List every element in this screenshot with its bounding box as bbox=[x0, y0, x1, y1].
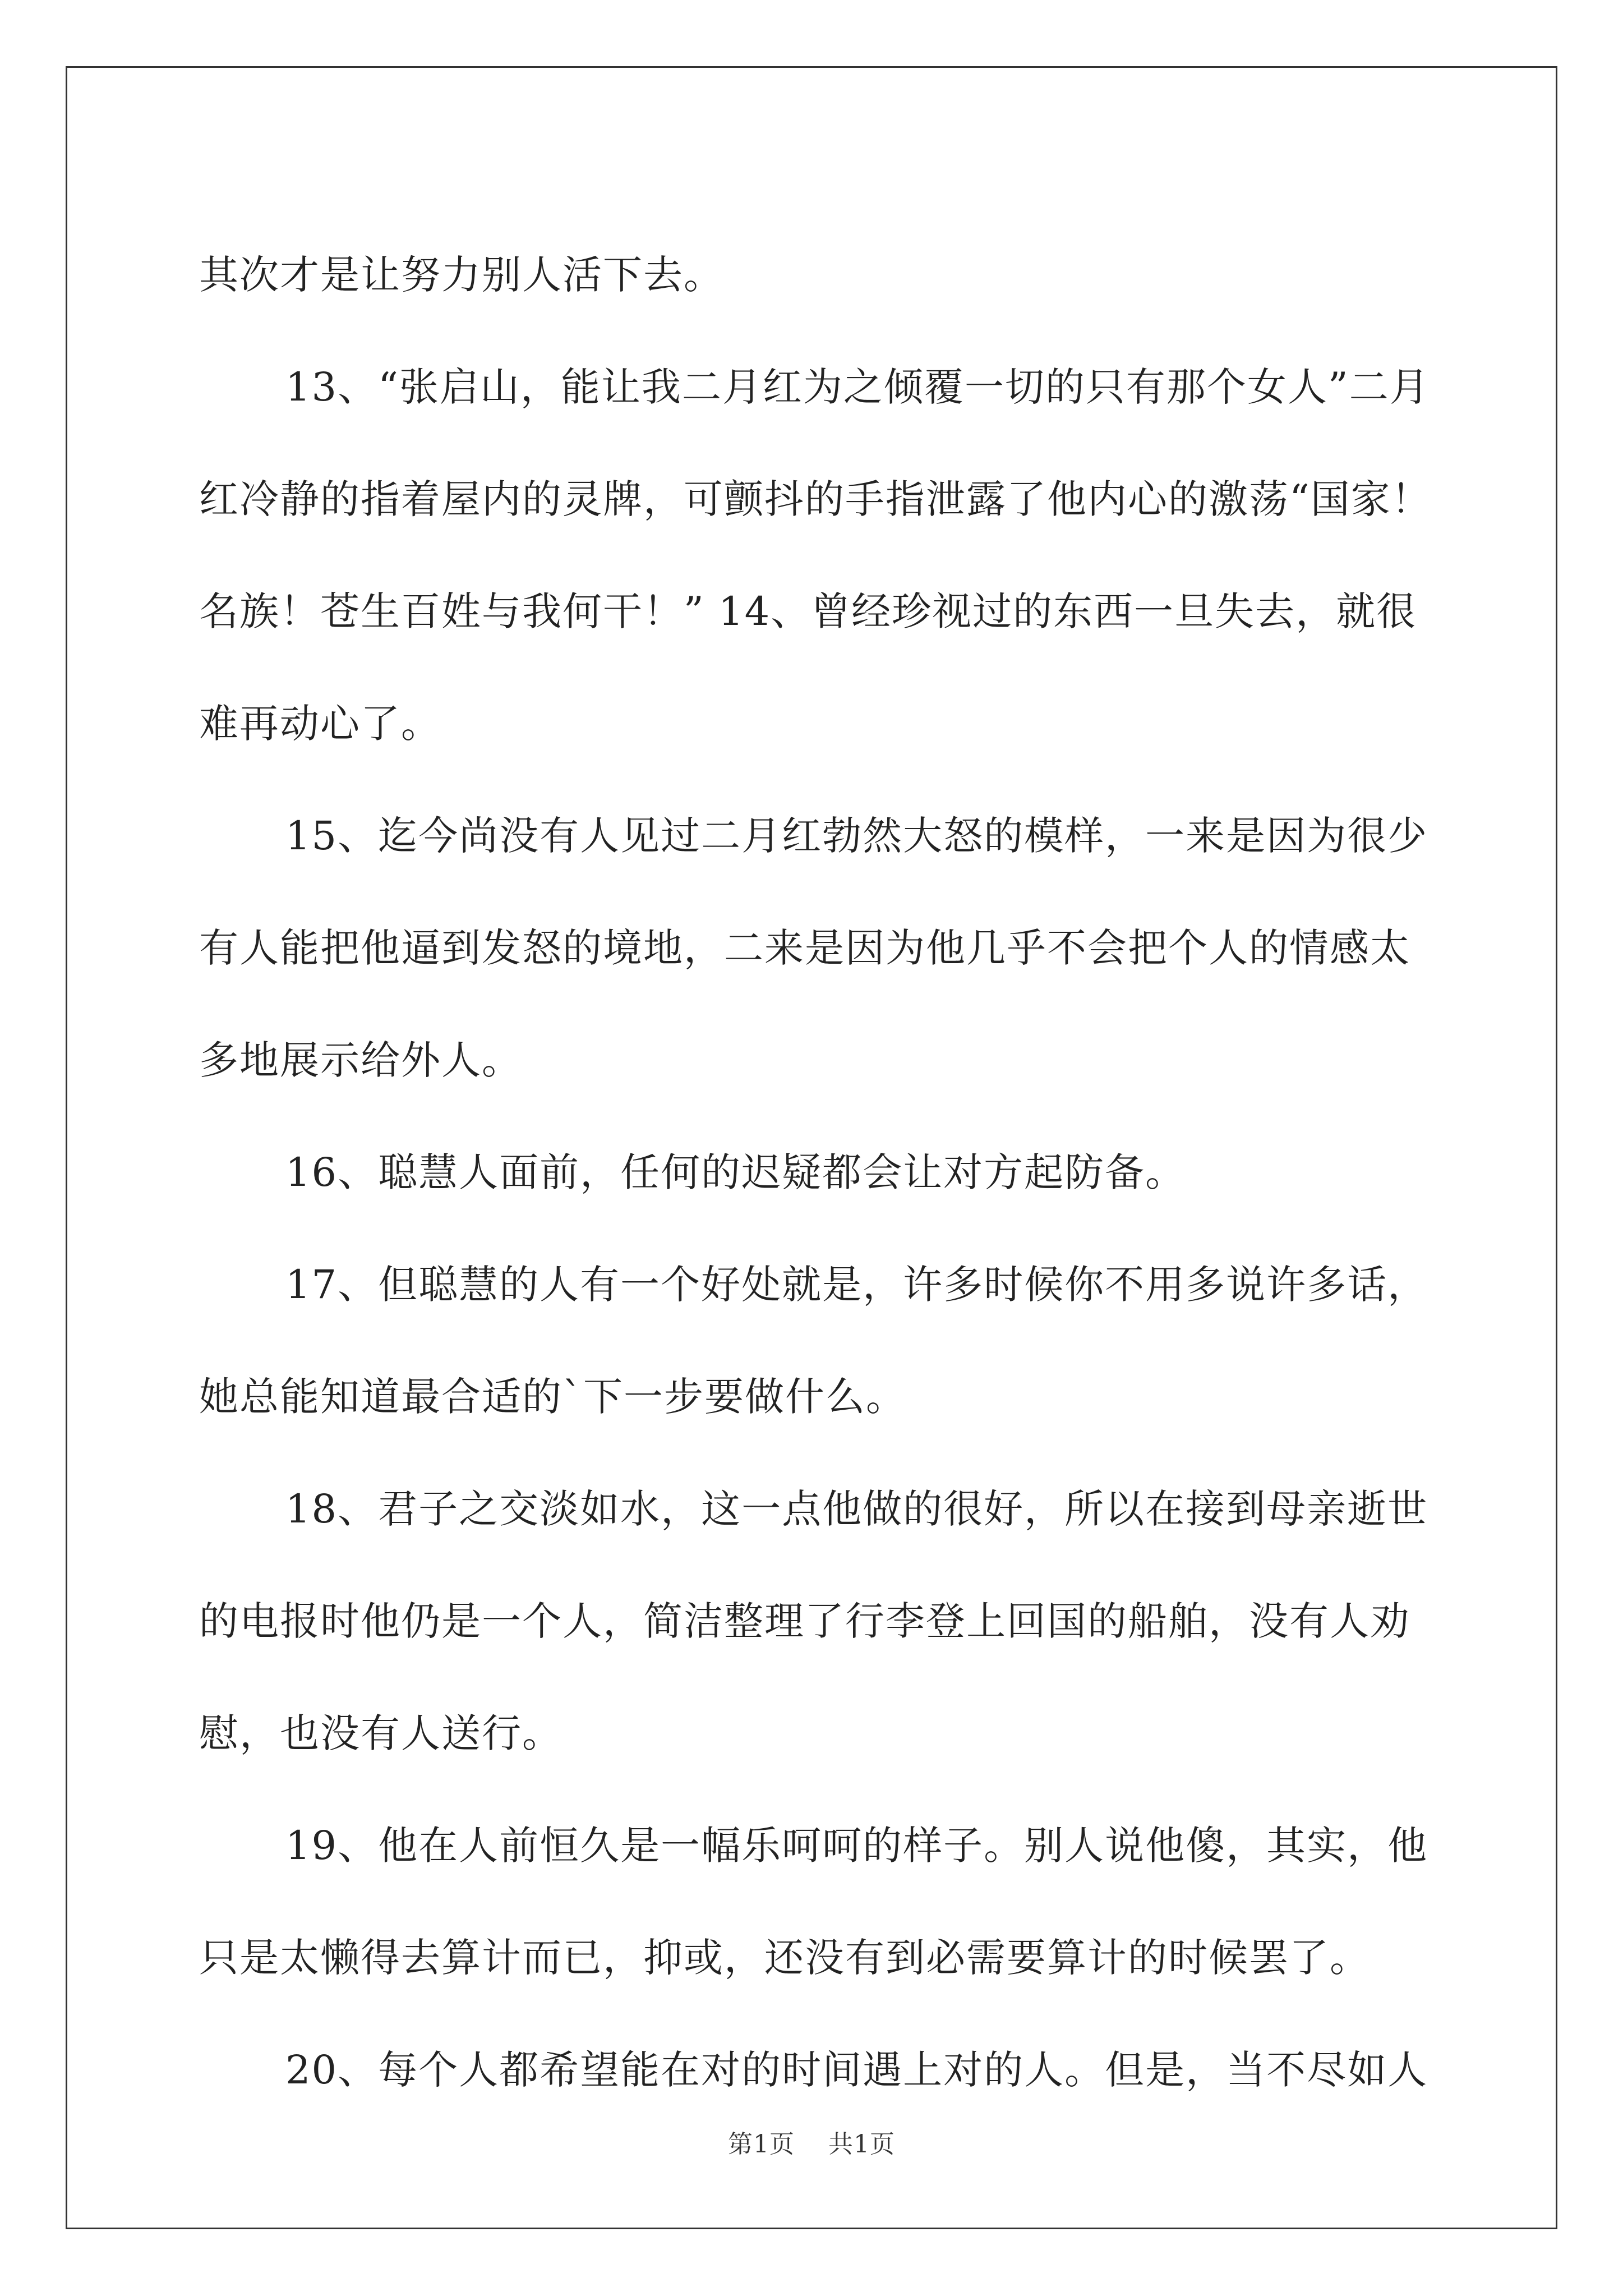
page-number: 第1页 bbox=[728, 2130, 795, 2159]
paragraph-item-16: 16、聪慧人面前，任何的迟疑都会让对方起防备。 bbox=[285, 1149, 1186, 1195]
paragraph-item-18: 18、君子之交淡如水，这一点他做的很好，所以在接到母亲逝世的电报时他仍是一个人，简洁整理了行李登上回国的船舶，没有人劝慰，也没有人送行。 bbox=[199, 1486, 1428, 1756]
paragraph-item-15: 15、迄今尚没有人见过二月红勃然大怒的模样，一来是因为很少有人能把他逼到发怒的境地，二来是因为他几乎不会把个人的情感太多地展示给外人。 bbox=[199, 813, 1428, 1083]
page-footer bbox=[0, 2124, 1623, 2160]
paragraph-item-19: 19、他在人前恒久是一幅乐呵呵的样子。别人说他傻，其实，他只是太懒得去算计而已，抑或，还没有到必需要算计的时候罢了。 bbox=[199, 1823, 1428, 1981]
paragraph-item-13: 13、“张启山，能让我二月红为之倾覆一切的只有那个女人”二月红冷静的指着屋内的灵牌，可颤抖的手指泄露了他内心的激荡“国家！名族！苍生百姓与我何干！” 14、曾经珍视过的东西一旦失去，就很难再动心了。 bbox=[199, 364, 1432, 747]
paragraph-item-17: 17、但聪慧的人有一个好处就是，许多时候你不用多说许多话，她总能知道最合适的`下一步要做什么。 bbox=[199, 1262, 1428, 1420]
paragraph-continuation: 其次才是让努力别人活下去。 bbox=[199, 252, 724, 298]
page-total: 共1页 bbox=[828, 2130, 895, 2159]
document-body bbox=[199, 219, 1450, 2126]
paragraph-item-20: 20、每个人都希望能在对的时间遇上对的人。但是，当不尽如人 bbox=[285, 2047, 1428, 2093]
